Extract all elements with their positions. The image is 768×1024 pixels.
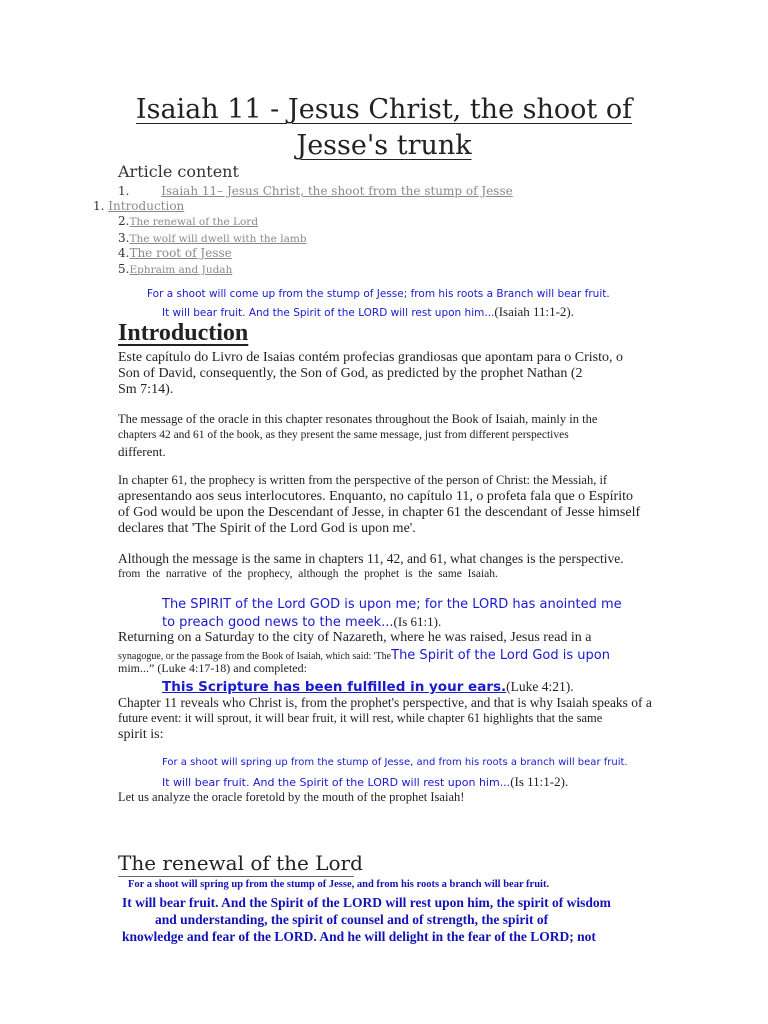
toc-item-root[interactable] bbox=[118, 246, 232, 260]
toc-item-1[interactable] bbox=[118, 184, 513, 198]
quote-luke-4-21-ref: (Luke 4:21). bbox=[506, 679, 574, 694]
intro-p5-quote: The Spirit of the Lord God is upon bbox=[391, 648, 610, 663]
renewal-line-3: and understanding, the spirit of counsel and of strength, the spirit of bbox=[155, 912, 549, 927]
introduction-heading: Introduction bbox=[118, 320, 249, 346]
quote-isaiah-61-text: to preach good news to the meek... bbox=[162, 615, 394, 630]
toc-item-wolf[interactable] bbox=[118, 231, 307, 245]
quote-isaiah-11-ref: (Is 11:1-2). bbox=[510, 774, 569, 789]
toc-link-ephraim[interactable]: Ephraim and Judah bbox=[129, 264, 233, 276]
intro-p1-line-1: Este capítulo do Livro de Isaias contém profecias grandiosas que apontam para o Cristo, o bbox=[118, 350, 624, 365]
intro-p3-line-4: declares that 'The Spirit of the Lord God is upon me'. bbox=[118, 521, 416, 536]
toc-item-number: 5. bbox=[118, 262, 130, 276]
intro-p4-line-1: Although the message is the same in chapters 11, 42, and 61, what changes is the perspective. bbox=[118, 551, 624, 566]
intro-p7: Let us analyze the oracle foretold by the mouth of the prophet Isaiah! bbox=[118, 790, 465, 804]
article-title-line-1: Isaiah 11 - Jesus Christ, the shoot of bbox=[135, 94, 633, 125]
intro-p1-line-3: Sm 7:14). bbox=[118, 382, 174, 397]
quote-isaiah-11-line-2 bbox=[162, 773, 568, 791]
intro-p6-line-1: Chapter 11 reveals who Christ is, from the prophet's perspective, and that is why Isaiah speaks of a bbox=[118, 695, 652, 710]
toc-item-number: 3. bbox=[118, 231, 130, 245]
intro-p3-line-3: of God would be upon the Descendant of Jesse, in chapter 61 the descendant of Jesse himself bbox=[118, 505, 641, 520]
toc-item-introduction[interactable] bbox=[93, 199, 184, 213]
renewal-line-4: knowledge and fear of the LORD. And he will delight in the fear of the LORD; not bbox=[122, 929, 596, 944]
intro-p2-line-3: different. bbox=[118, 444, 166, 459]
renewal-heading: The renewal of the Lord bbox=[118, 851, 363, 875]
renewal-line-2: It will bear fruit. And the Spirit of the LORD will rest upon him, the spirit of wisdom bbox=[122, 895, 611, 910]
toc-item-number: 1. bbox=[118, 184, 130, 198]
intro-p5-line-1: Returning on a Saturday to the city of Nazareth, where he was raised, Jesus read in a bbox=[118, 630, 592, 645]
toc-link-isaiah-11[interactable]: Isaiah 11– Jesus Christ, the shoot from the stump of Jesse bbox=[161, 184, 513, 198]
intro-p6-line-3: spirit is: bbox=[118, 727, 164, 742]
quote-isaiah-61-ref: (Is 61:1). bbox=[393, 614, 442, 629]
toc-heading: Article content bbox=[118, 162, 239, 181]
quote-luke-4-21 bbox=[162, 678, 574, 696]
toc-link-renewal[interactable]: The renewal of the Lord bbox=[129, 216, 259, 228]
quote-isaiah-11-text: It will bear fruit. And the Spirit of the LORD will rest upon him... bbox=[162, 776, 511, 789]
intro-p1-line-2: Son of David, consequently, the Son of God, as predicted by the prophet Nathan (2 bbox=[118, 366, 583, 381]
quote-isaiah-61-line-1: The SPIRIT of the Lord GOD is upon me; for the LORD has anointed me bbox=[162, 597, 622, 612]
heading-underline bbox=[118, 876, 354, 877]
intro-p2-line-2: chapters 42 and 61 of the book, as they present the same message, just from different perspectives bbox=[118, 429, 569, 441]
quote-luke-4-21-text: This Scripture has been fulfilled in your ears. bbox=[162, 679, 507, 695]
intro-p4-line-2: from the narrative of the prophecy, although the prophet is the same Isaiah. bbox=[118, 568, 498, 580]
intro-p2-line-1: The message of the oracle in this chapter resonates throughout the Book of Isaiah, mainly in the bbox=[118, 412, 598, 426]
toc-link-introduction[interactable]: Introduction bbox=[108, 199, 185, 213]
toc-link-wolf[interactable]: The wolf will dwell with the lamb bbox=[129, 233, 307, 245]
toc-item-number: 1. bbox=[93, 199, 105, 213]
quote-isaiah-11-line-1: For a shoot will spring up from the stump of Jesse, and from his roots a branch will bear fruit. bbox=[162, 757, 628, 768]
intro-p5-line-3: mim...” (Luke 4:17-18) and completed: bbox=[118, 661, 307, 675]
toc-item-number: 2. bbox=[118, 214, 130, 228]
intro-p5-text: synagogue, or the passage from the Book of Isaiah, which said: 'The bbox=[118, 651, 392, 662]
epigraph-ref: (Isaiah 11:1-2). bbox=[494, 304, 575, 319]
intro-p6-line-2: future event: it will sprout, it will bear fruit, it will rest, while chapter 61 highlights that the same bbox=[118, 711, 603, 725]
toc-item-number: 4. bbox=[118, 246, 130, 260]
toc-item-renewal[interactable] bbox=[118, 214, 258, 228]
article-title-line-2: Jesse's trunk bbox=[296, 130, 472, 161]
epigraph-line-2 bbox=[162, 303, 574, 321]
epigraph-line-1: For a shoot will come up from the stump of Jesse; from his roots a Branch will bear fruit. bbox=[147, 288, 610, 300]
intro-p3-line-1: In chapter 61, the prophecy is written from the perspective of the person of Christ: the Messiah, if bbox=[118, 473, 608, 487]
toc-link-root[interactable]: The root of Jesse bbox=[129, 246, 232, 260]
epigraph-quote: It will bear fruit. And the Spirit of the LORD will rest upon him... bbox=[162, 307, 495, 319]
renewal-line-1: For a shoot will spring up from the stump of Jesse, and from his roots a branch will bear fruit. bbox=[128, 879, 550, 890]
intro-p3-line-2: apresentando aos seus interlocutores. Enquanto, no capítulo 11, o profeta fala que o Espírito bbox=[118, 489, 633, 504]
toc-item-ephraim[interactable] bbox=[118, 262, 232, 276]
quote-isaiah-61-line-2 bbox=[162, 613, 441, 631]
